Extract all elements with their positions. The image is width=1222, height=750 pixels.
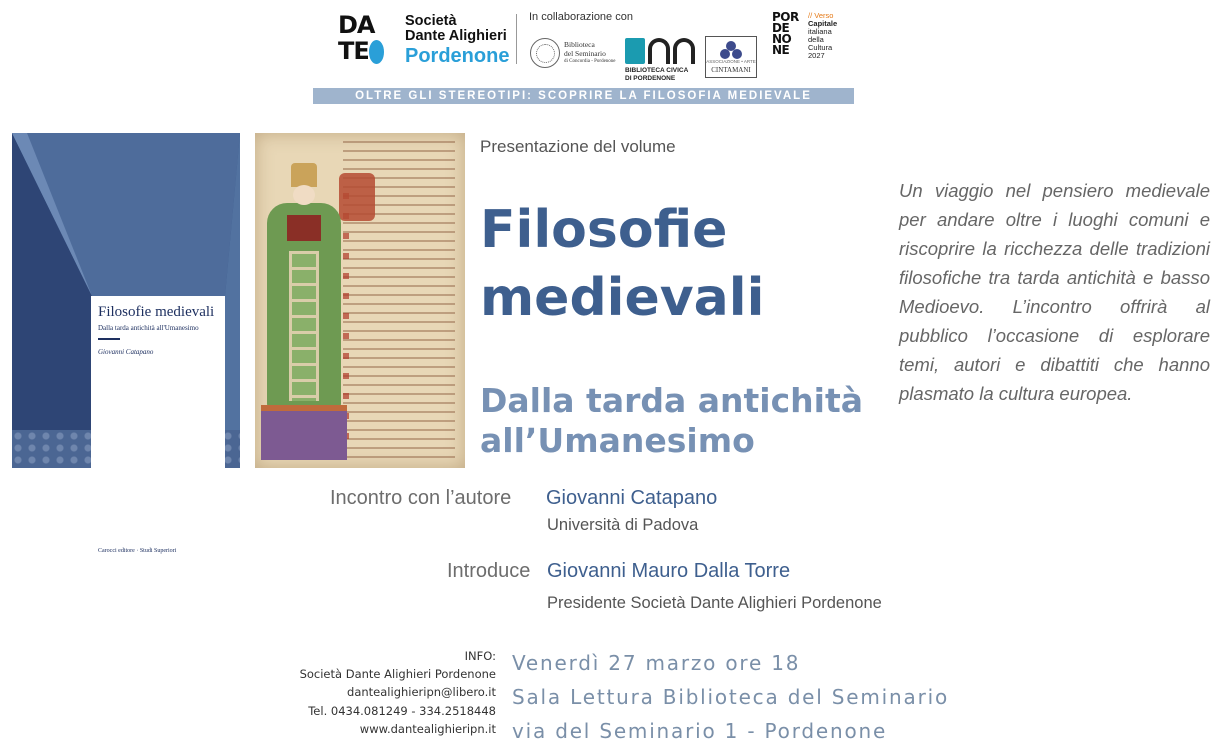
- volume-title-line: Filosofie: [480, 200, 728, 260]
- dante-city: Pordenone: [405, 45, 510, 67]
- volume-title-line: medievali: [480, 268, 765, 328]
- author-meeting-label: Incontro con l’autore: [330, 487, 512, 509]
- introducer-role: Presidente Società Dante Alighieri Pordenone: [547, 594, 882, 612]
- book-cover-title: Filosofie medievali: [98, 304, 215, 320]
- introducer-name: Giovanni Mauro Dalla Torre: [547, 560, 791, 582]
- biblioteca-civica-icon: [625, 36, 697, 64]
- event-description: Un viaggio nel pensiero medievale per andare oltre i luoghi comuni e riscoprire la ricchezza delle tradizioni filosofiche tra tarda antichità e basso Medioevo. L’incontro offrirà al pubblico l’occasione di esplorare temi, autori e dibattiti che hanno plasmato la cultura europea.: [899, 180, 1210, 404]
- seminario-seal-icon: [530, 38, 560, 68]
- capitale-cultura-text: // Verso Capitale italiana della Cultura 2027: [808, 11, 838, 60]
- volume-title: [480, 196, 764, 332]
- presentation-label: Presentazione del volume: [480, 137, 676, 156]
- dante-alighieri-name: [405, 14, 509, 68]
- tagline-banner: OLTRE GLI STEREOTIPI: SCOPRIRE LA FILOSOFIA MEDIEVALE: [313, 88, 854, 104]
- event-date-time: Venerdì 27 marzo ore 18: [512, 651, 801, 675]
- pordenone-2027-logo: POR DE NO NE: [772, 10, 799, 57]
- contact-info: [250, 647, 496, 738]
- crown-icon: [291, 163, 317, 187]
- book-cover-subtitle: Dalla tarda antichità all'Umanesimo: [98, 324, 199, 332]
- biblioteca-civica-logo: BIBLIOTECA CIVICA DI PORDENONE: [625, 36, 697, 80]
- info-website[interactable]: www.dantealighieripn.it: [359, 721, 496, 736]
- event-details: [512, 646, 949, 748]
- book-cover-image: [12, 133, 240, 554]
- dante-name-line1: Società: [405, 13, 457, 29]
- info-organization: Società Dante Alighieri Pordenone: [299, 667, 496, 682]
- book-cover-author: Giovanni Catapano: [98, 348, 154, 356]
- info-email[interactable]: dantealighieripn@libero.it: [347, 685, 496, 700]
- seminario-library-logo: Biblioteca del Seminario di Concordia - Pordenone: [564, 40, 616, 64]
- book-cover-publisher: Carocci editore · Studi Superiori: [98, 548, 177, 554]
- author-affiliation: Università di Padova: [547, 516, 699, 534]
- book-cover-plate: [91, 296, 225, 562]
- cintamani-logo: ASSOCIAZIONE • ARTE CINTAMANI: [705, 36, 757, 78]
- volume-subtitle-line: Dalla tarda antichità: [480, 381, 863, 420]
- volume-subtitle: [480, 381, 863, 461]
- dante-name-line2: Dante Alighieri: [405, 28, 507, 44]
- collaboration-label: In collaborazione con: [529, 11, 633, 23]
- info-label: INFO:: [464, 649, 496, 663]
- cintamani-icon: [716, 41, 746, 59]
- illuminated-initial: [339, 173, 375, 221]
- medieval-manuscript-image: [255, 133, 465, 468]
- event-venue: Sala Lettura Biblioteca del Seminario: [512, 685, 949, 709]
- introducer-label: Introduce: [447, 560, 531, 582]
- header-divider: [516, 14, 517, 64]
- dante-alighieri-logo: DA TE: [338, 12, 384, 66]
- event-address: via del Seminario 1 - Pordenone: [512, 719, 888, 743]
- volume-subtitle-line: all’Umanesimo: [480, 421, 755, 460]
- info-phone: Tel. 0434.081249 - 334.2518448: [308, 703, 496, 718]
- author-name: Giovanni Catapano: [546, 487, 718, 509]
